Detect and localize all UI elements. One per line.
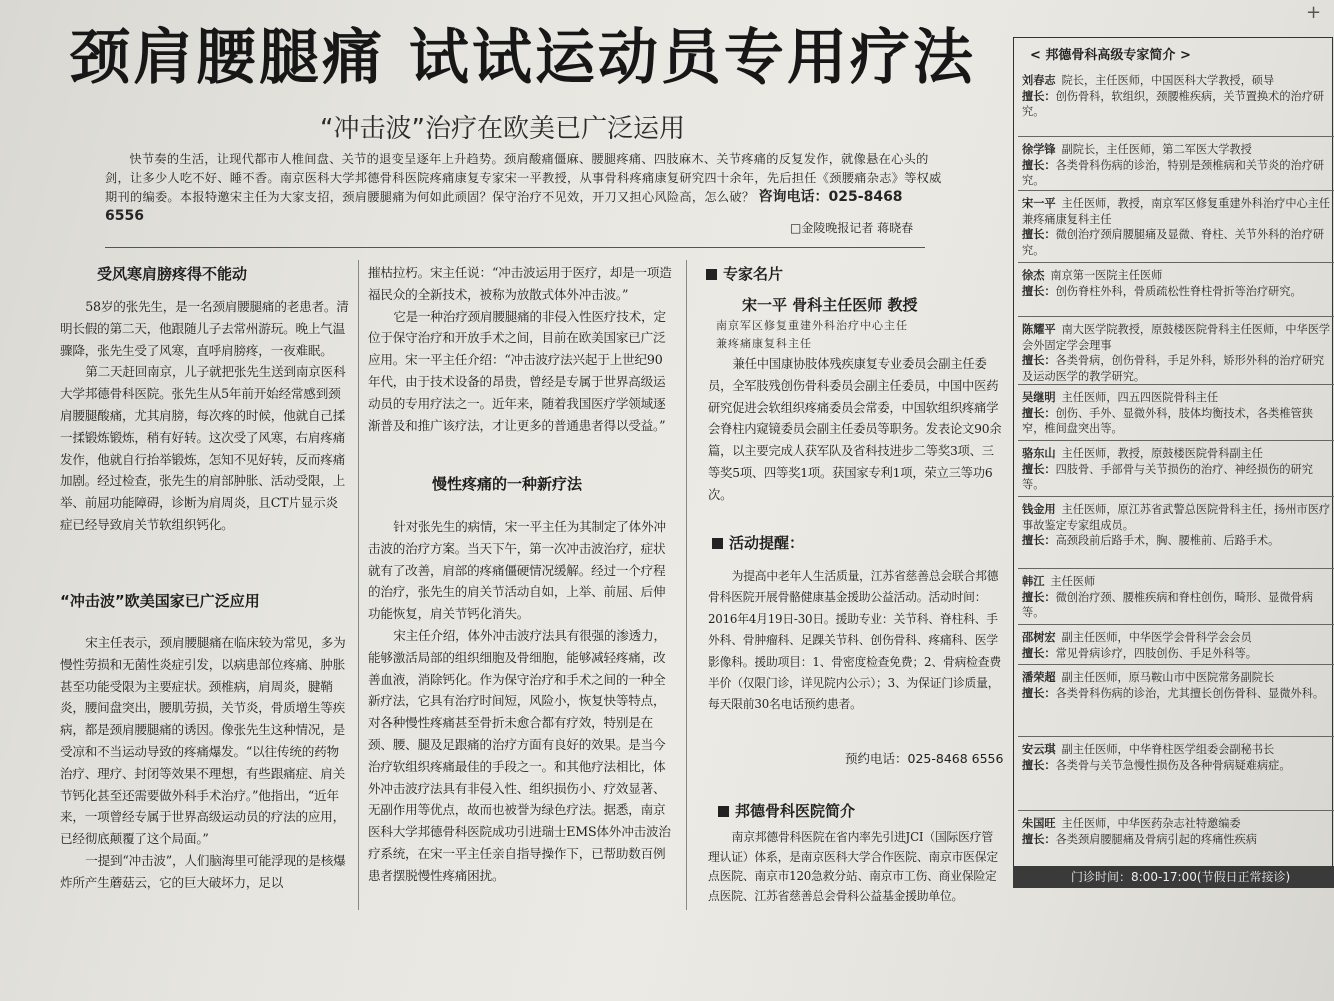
col2-body-2 (368, 516, 674, 887)
subheadline: “冲击波”治疗在欧美已广泛运用 (320, 114, 685, 144)
expert-entry: 钱金用 主任医师，原江苏省武警总医院骨科主任，扬州市医疗事故鉴定专家组成员。 擅长：高颈段前后路手术，胸、腰椎前、后路手术。 (1022, 503, 1331, 547)
square-bullet-icon (706, 269, 717, 280)
expert-entry: 刘春志 院长，主任医师，中国医科大学教授，硕导 擅长：创伤骨科，软组织，颈腰椎疾病，关节置换术的治疗研究。 (1022, 74, 1325, 118)
entry-divider (1018, 262, 1334, 263)
entry-divider (1018, 624, 1334, 625)
activity-text: 为提高中老年人生活质量，江苏省慈善总会联合邦德骨科医院开展骨骼健康基金援助公益活动。活动时间：2016年4月19日-30日。援助专业：关节科、脊柱科、手外科、骨肿瘤科、足踝关节科、创伤骨科、疼痛科、医学影像科。援助项目：1、骨密度检查免费；2、骨病检查费半价（仅限门诊，详见院内公示）；3、为保证门诊质量，每天限前30名电话预约患者。 (708, 569, 1001, 712)
hospital-text: 南京邦德骨科医院在省内率先引进JCI（国际医疗管理认证）体系，是南京医科大学合作医院、南京市医保定点医院、南京市120急救分站、南京市工伤、商业保险定点医院、江苏省慈善总会骨科公益基金援助单位。 (708, 830, 998, 903)
entry-divider (1018, 810, 1334, 811)
appointment-phone: 预约电话：025-8468 6556 (845, 751, 1004, 766)
expert-entry: 骆东山 主任医师，教授，原鼓楼医院骨科副主任 擅长：四肢骨、手部骨与关节损伤的治疗、神经损伤的研究等。 (1022, 447, 1313, 491)
expert-card-heading-text: 专家名片 (723, 265, 784, 283)
hospital-body (708, 828, 1004, 906)
entry-divider (1018, 568, 1334, 569)
activity-body (708, 566, 1004, 716)
lead-text: 快节奏的生活，让现代都市人椎间盘、关节的退变呈逐年上升趋势。颈肩酸痛僵麻、腰腿疼痛、四肢麻木、关节疼痛的反复发作，就像悬在心头的剑，让多少人吃不好、睡不香。南京医科大学邦德骨科医院疼痛康复专家宋一平教授，从事骨科疼痛康复研究四十余年，先后担任《颈腰痛杂志》等权威期刊的编委。本报特邀宋主任为大家支招，颈肩腰腿痛为何如此顽固？保守治疗不见效，开刀又担心风险高，怎么破？ (105, 152, 942, 204)
activity-heading (712, 532, 804, 553)
expert-entry: 邵树宏 副主任医师，中华医学会骨科学会会员 擅长：常见骨病诊疗，四肢创伤、手足外科等。 (1022, 631, 1257, 660)
col1-para-1: 58岁的张先生，是一名颈肩腰腿痛的老患者。清明长假的第二天，他跟随儿子去常州游玩。晚上气温骤降，张先生受了风寒，直呼肩膀疼，一夜难眠。 (60, 299, 349, 358)
hospital-heading (718, 800, 855, 821)
byline: □金陵晚报记者 蒋晓春 (790, 221, 914, 235)
entry-divider (1018, 190, 1334, 191)
col2-para-3: 针对张先生的病情，宋一平主任为其制定了体外冲击波的治疗方案。当天下午，第一次冲击波治疗，症状就有了改善，肩部的疼痛僵硬情况缓解。经过一个疗程的治疗，张先生的肩关节活动自如，上举、前屈、后伸功能恢复，肩关节钙化消失。 (368, 519, 666, 622)
entry-divider (1018, 440, 1334, 441)
col2-para-4: 宋主任介绍，体外冲击波疗法具有很强的渗透力，能够激活局部的组织细胞及骨细胞，能够减轻疼痛，改善血液，消除钙化。作为保守治疗和手术之间的一种全新疗法，它具有治疗时间短，风险小，恢复快等特点，对各种慢性疼痛甚至骨折未愈合都有疗效，特别是在颈、腰、腿及足跟痛的治疗方面有良好的效果。是当今治疗软组织疼痛最佳的手段之一。和其他疗法相比，体外冲击波疗法具有非侵入性、组织损伤小、疗效显著、无副作用等优点，故而也被誉为绿色疗法。据悉，南京医科大学邦德骨科医院成功引进瑞士EMS体外冲击波治疗系统，在宋一平主任亲自指导操作下，已帮助数百例患者摆脱慢性疼痛困扰。 (368, 627, 671, 883)
square-bullet-icon (712, 538, 723, 549)
col1-para-3: 宋主任表示，颈肩腰腿痛在临床较为常见，多为慢性劳损和无菌性炎症引发，以病患部位疼痛、肿胀甚至功能受限为主要症状。颈椎病，肩周炎，腱鞘炎，腰间盘突出，腰肌劳损，关节炎，骨质增生等疾病，都是颈肩腰腿痛的诱因。像张先生这种情况，是受凉和不当运动导致的疼痛爆发。“以往传统的药物治疗、理疗、封闭等效果不理想，有些跟痛症、肩关节钙化甚至还需要做外科手术治疗。”他指出，“近年来，一项曾经专属于世界高级运动员的疗法的应用，已经彻底颠覆了这个局面。” (60, 635, 346, 847)
expert-entry: 韩江 主任医师 擅长：微创治疗颈、腰椎疾病和脊柱创伤，畸形、显微骨病等。 (1022, 575, 1313, 619)
clinic-hours-bar: 门诊时间：8:00-17:00(节假日正常接诊) (1013, 866, 1334, 888)
lead-paragraph (105, 150, 945, 226)
expert-entry: 潘荣超 副主任医师，原马鞍山市中医院常务副院长 擅长：各类骨科伤病的诊治，尤其擅长创伤骨科、显微外科。 (1022, 671, 1325, 700)
expert-entry: 徐杰 南京第一医院主任医师 擅长：创伤脊柱外科，骨质疏松性脊柱骨折等治疗研究。 (1022, 269, 1302, 298)
expert-entry: 安云琪 副主任医师，中华脊柱医学组委会副秘书长 擅长：各类骨与关节急慢性损伤及各种骨病疑难病症。 (1022, 743, 1291, 772)
col1-heading-2: “冲击波”欧美国家已广泛应用 (60, 592, 260, 610)
column-rule-2 (686, 260, 687, 910)
col2-heading: 慢性疼痛的一种新疗法 (432, 475, 583, 493)
expert-name-title: 宋一平 骨科主任医师 教授 (742, 296, 918, 314)
square-bullet-icon (718, 806, 729, 817)
hospital-heading-text: 邦德骨科医院简介 (735, 802, 856, 820)
entry-divider (1018, 496, 1334, 497)
expert-sub-2: 兼疼痛康复科主任 (716, 337, 812, 350)
col2-para-2: 它是一种治疗颈肩腰腿痛的非侵入性医疗技术，定位于保守治疗和开放手术之间，目前在欧美国家已广泛应用。宋一平主任介绍：“冲击波疗法兴起于上世纪90年代，由于技术设备的昂贵，曾经是专属于世界高级运动员的专用疗法之一。近年来，随着我国医疗学领域逐渐普及和推广该疗法，才让更多的普通患者得以受益。” (368, 308, 666, 433)
entry-divider (1018, 316, 1334, 317)
crop-mark-icon: + (1306, 2, 1322, 23)
sidebar-title: < 邦德骨科高级专家简介 > (1030, 48, 1191, 63)
expert-bio-text: 兼任中国康协肢体残疾康复专业委员会副主任委员，全军肢残创伤骨科委员会副主任委员，中国中医药研究促进会软组织疼痛委员会常委，中国软组织疼痛学会脊柱内窥镜委员会副主任委员等职务。发表论文90余篇，以主要完成人获军队及省科技进步二等奖3项、三等奖5项、四等奖1项。获国家专利1项，荣立三等功6次。 (708, 357, 1002, 502)
col2-body-1 (368, 262, 674, 436)
expert-entry: 朱国旺 主任医师，中华医药杂志社特邀编委 擅长：各类颈肩腰腿痛及骨病引起的疼痛性疾病 (1022, 817, 1257, 846)
col1-body-1 (60, 296, 350, 536)
entry-divider (1018, 384, 1334, 385)
expert-entry: 陈耀平 南大医学院教授，原鼓楼医院骨科主任医师，中华医学会外固定学会理事 擅长：各类骨病，创伤骨科，手足外科，矫形外科的治疗研究及运动医学的教学研究。 (1022, 323, 1331, 383)
headline: 颈肩腰腿痛 试试运动员专用疗法 (70, 23, 976, 93)
activity-heading-text: 活动提醒： (729, 534, 805, 552)
entry-divider (1018, 664, 1334, 665)
column-rule-1 (358, 260, 359, 910)
col1-heading-1: 受风寒肩膀疼得不能动 (97, 265, 248, 283)
expert-sub-1: 南京军区修复重建外科治疗中心主任 (716, 319, 908, 332)
expert-entry: 宋一平 主任医师，教授，南京军区修复重建外科治疗中心主任兼疼痛康复科主任 擅长：微创治疗颈肩腰腿痛及显微、脊柱、关节外科的治疗研究。 (1022, 197, 1331, 257)
expert-entry: 徐学锋 副院长，主任医师，第二军医大学教授 擅长：各类骨科伤病的诊治，特别是颈椎病和关节炎的治疗研究。 (1022, 143, 1325, 187)
col2-para-1: 摧枯拉朽。宋主任说：“冲击波运用于医疗，却是一项造福民众的全新技术，被称为放散式体外冲击波。” (368, 265, 672, 302)
entry-divider (1018, 136, 1334, 137)
entry-divider (1018, 736, 1334, 737)
col1-para-4: 一提到“冲击波”，人们脑海里可能浮现的是核爆炸所产生蘑菇云，它的巨大破坏力，足以 (60, 852, 346, 890)
col1-para-2: 第二天赶回南京，儿子就把张先生送到南京医科大学邦德骨科医院。张先生从5年前开始经常感到颈肩腰腿酸痛，尤其肩膀，每次疼的时候，他就自己揉一揉锻炼锻炼，稍有好转。这次受了风寒，右肩疼痛发作，他就自行抬举锻炼，怎知不见好转，反而疼痛加剧。经过检查，张先生的肩部肿胀、活动受限，上举、前屈功能障碍，诊断为肩周炎，且CT片显示炎症已经导致肩关节软组织钙化。 (60, 364, 346, 532)
expert-entry: 吴继明 主任医师，四五四医院骨科主任 擅长：创伤、手外、显微外科，肢体均衡技术，各类椎管狭窄，椎间盘突出等。 (1022, 391, 1313, 435)
col1-body-2 (60, 632, 350, 894)
consult-phone: 咨询电话：025-8468 6556 (105, 189, 903, 224)
expert-card-heading (706, 263, 783, 284)
expert-bio (708, 354, 1004, 507)
lead-divider (105, 247, 925, 248)
